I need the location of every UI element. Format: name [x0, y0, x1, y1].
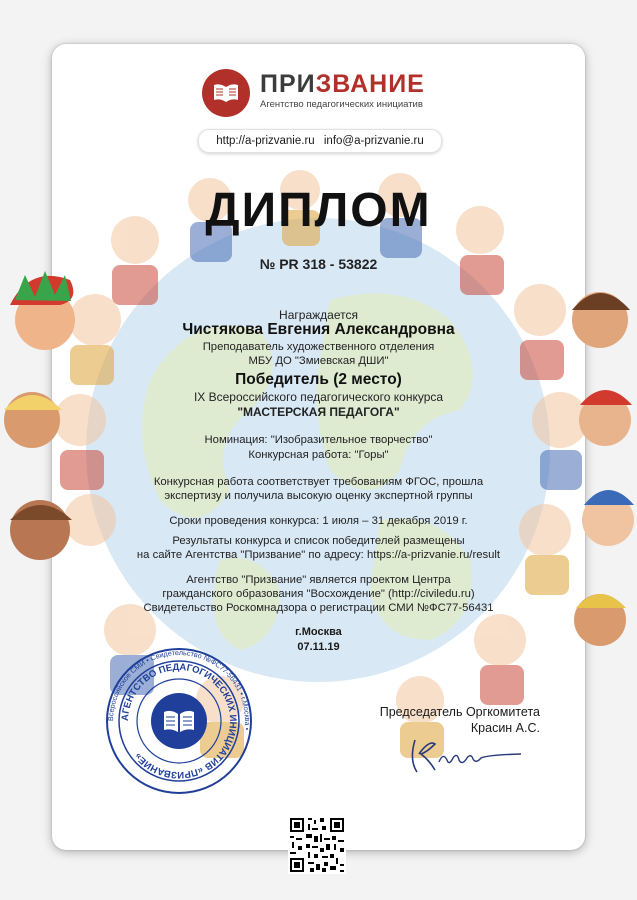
official-seal [104, 646, 254, 796]
project-line-1: Агентство "Призвание" является проектом Центра [186, 574, 451, 586]
recipient-organization: МБУ ДО "Змиевская ДШИ" [248, 355, 389, 367]
logo-name: ПРИЗВАНИЕ [260, 70, 425, 98]
results-line-2: на сайте Агентства "Призвание" по адресу: https://a-prizvanie.ru/result [136, 549, 501, 561]
logo-badge [202, 69, 250, 117]
issue-date: 07.11.19 [297, 641, 340, 653]
contest-name: "МАСТЕРСКАЯ ПЕДАГОГА" [237, 405, 400, 419]
agency-logo [202, 69, 442, 117]
chairman-name: Красин А.С. [470, 721, 540, 735]
city: г.Москва [295, 626, 342, 638]
compliance-line-1: Конкурсная работа соответствует требованиям ФГОС, прошла [153, 476, 484, 488]
diploma-number: № PR 318 - 53822 [259, 256, 378, 272]
seal-outer-text: Всероссийское СМИ • Свидетельство №ФС77-56431 • г.Москва • [105, 647, 253, 731]
seal-inner-text: АГЕНТСТВО ПЕДАГОГИЧЕСКИХ ИНИЦИАТИВ «ПРИЗВАНИЕ» [119, 661, 239, 781]
website-link[interactable]: http://a-prizvanie.ru [216, 135, 315, 147]
logo-tagline: Агентство педагогических инициатив [260, 99, 423, 110]
recipient-position: Преподаватель художественного отделения [202, 341, 435, 353]
contest-line: IX Всероссийского педагогического конкурса [193, 390, 444, 404]
qr-code[interactable] [288, 816, 346, 874]
contacts-bar [198, 129, 442, 153]
nomination: Номинация: "Изобразительное творчество" [204, 434, 433, 446]
result-place: Победитель (2 место) [235, 371, 402, 388]
email-link[interactable]: info@a-prizvanie.ru [323, 135, 424, 147]
results-line-1: Результаты конкурса и список победителей размещены [172, 535, 465, 547]
awarded-label: Награждается [279, 308, 358, 322]
chairman-title: Председатель Оргкомитета [379, 705, 540, 719]
contest-period: Сроки проведения конкурса: 1 июля – 31 декабря 2019 г. [169, 515, 468, 527]
recipient-name: Чистякова Евгения Александровна [182, 321, 455, 338]
project-line-2: гражданского образования "Восхождение" (http://civiledu.ru) [162, 588, 475, 600]
work-title: Конкурсная работа: "Горы" [248, 449, 389, 461]
project-line-3: Свидетельство Роскомнадзора о регистрации СМИ №ФС77-56431 [143, 602, 494, 614]
diploma-title: ДИПЛОМ [205, 184, 432, 237]
open-book-icon [212, 82, 240, 104]
compliance-line-2: экспертизу и получила высокую оценку экспертной группы [164, 490, 473, 502]
chairman-signature [405, 732, 535, 777]
